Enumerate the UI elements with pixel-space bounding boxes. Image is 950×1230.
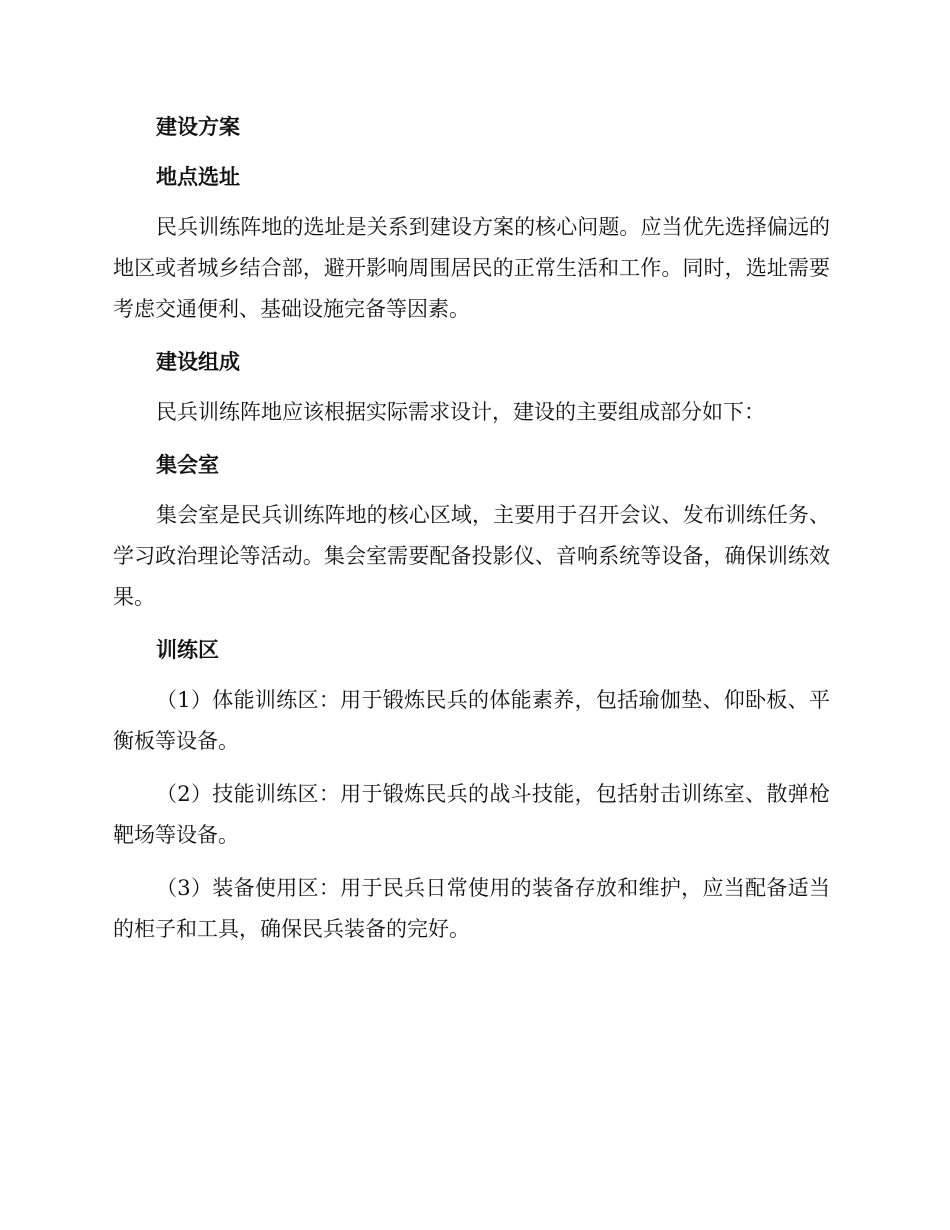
heading-training-area: 训练区 <box>156 638 219 662</box>
heading-construction-plan: 建设方案 <box>156 115 240 139</box>
paragraph-site-selection: 民兵训练阵地的选址是关系到建设方案的核心问题。应当优先选择偏远的地区或者城乡结合部，避开影响周围居民的正常生活和工作。同时，选址需要考虑交通便利、基础设施完备等因素。 <box>113 215 830 321</box>
paragraph-composition: 民兵训练阵地应该根据实际需求设计，建设的主要组成部分如下： <box>156 400 765 424</box>
heading-composition: 建设组成 <box>156 350 240 374</box>
paragraph-meeting-room: 集会室是民兵训练阵地的核心区域，主要用于召开会议、发布训练任务、学习政治理论等活动。集会室需要配备投影仪、音响系统等设备，确保训练效果。 <box>113 503 830 609</box>
heading-site-selection: 地点选址 <box>156 165 240 189</box>
paragraph-skill-training: （2）技能训练区：用于锻炼民兵的战斗技能，包括射击训练室、散弹枪靶场等设备。 <box>113 782 830 847</box>
paragraph-equipment-area: （3）装备使用区：用于民兵日常使用的装备存放和维护，应当配备适当的柜子和工具，确保民兵装备的完好。 <box>113 876 830 941</box>
paragraph-physical-training: （1）体能训练区：用于锻炼民兵的体能素养，包括瑜伽垫、仰卧板、平衡板等设备。 <box>113 688 830 753</box>
heading-meeting-room: 集会室 <box>156 453 219 477</box>
